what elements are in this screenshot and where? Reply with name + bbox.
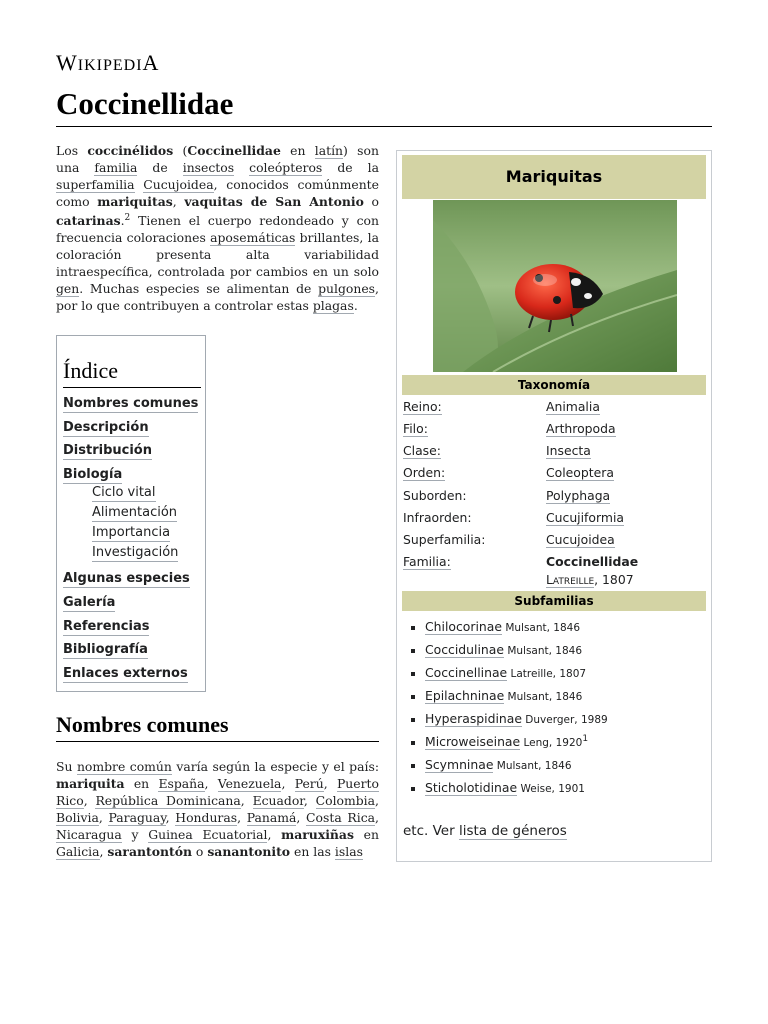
taxobox [396,150,712,862]
section-title-nombres-comunes: Nombres comunes [56,712,229,737]
subfamily-link[interactable]: Hyperaspidinae [425,711,522,726]
list-item: Microweiseinae Leng, 1920$^1$ [403,734,703,757]
link-ecuador[interactable]: Ecuador [252,793,304,808]
ladybug-photo[interactable] [433,200,677,372]
link-islas[interactable]: islas [334,844,363,859]
link-bolivia[interactable]: Bolivia [56,810,99,825]
taxon-value-orden[interactable]: Coleoptera [546,465,614,480]
link-coleopteros[interactable]: coleópteros [249,160,323,175]
taxon-label-orden[interactable]: Orden: [403,465,446,480]
taxonomy-header: Taxonomía [402,375,706,395]
list-item: Epilachninae Mulsant, 1846 [403,688,703,711]
link-gen[interactable]: gen [56,281,80,297]
link-galicia[interactable]: Galicia [56,844,100,859]
taxon-label-suborden: Suborden: [403,488,467,503]
link-familia[interactable]: familia [94,160,138,175]
link-republica-dominicana[interactable]: República Dominicana [95,793,241,808]
table-of-contents [56,335,206,692]
toc-divider [63,387,201,388]
taxon-value-superfamilia[interactable]: Cucujoidea [546,532,615,547]
taxon-value-familia: Coccinellidae [546,554,639,569]
toc-item-enlaces-externos[interactable]: Enlaces externos [63,666,188,681]
link-pulgones[interactable]: pulgones [318,281,376,297]
list-item: Coccidulinae Mulsant, 1846 [403,642,703,665]
subfamily-link[interactable]: Coccinellinae [425,665,508,680]
link-cucujoidea[interactable]: Cucujoidea [143,177,214,192]
link-lista-de-generos[interactable]: lista de géneros [458,823,567,839]
subfamily-link[interactable]: Microweiseinae [425,734,521,750]
authority-link[interactable]: Latreille [546,572,595,587]
genera-note: etc. Ver lista de géneros [403,823,567,839]
title-divider [56,126,712,127]
toc-item-distribucion[interactable]: Distribución [63,443,152,458]
nombres-paragraph: Su nombre común varía según la especie y el país: mariquita en España, Venezuela, Perú, Puerto Rico, República Dominicana, Ecuador, Colombia, Bolivia, Paraguay, Honduras, Panamá, Costa Rica, Nicaragua y Guinea Ecuatorial, maruxiñas en Galicia, sarantontón o sanantonito en las islas [56,759,379,859]
taxon-authority: Latreille, 1807 [546,572,634,587]
taxobox-title: Mariquitas [402,155,706,199]
subfamilies-list [403,619,703,803]
link-puerto-rico[interactable]: Puerto Rico [56,776,379,808]
list-item: Scymninae Mulsant, 1846 [403,757,703,780]
page-title: Coccinellidae [56,86,234,121]
subfamily-link[interactable]: Epilachninae [425,688,505,703]
link-aposematicas[interactable]: aposemáticas [210,230,296,246]
link-venezuela[interactable]: Venezuela [217,776,282,791]
link-insectos[interactable]: insectos [182,160,235,175]
link-plagas[interactable]: plagas [312,298,354,314]
link-costa-rica[interactable]: Costa Rica [306,810,376,825]
toc-item-descripcion[interactable]: Descripción [63,420,149,435]
wikipedia-wordmark[interactable]: WIKIPEDIA [56,50,160,75]
toc-item-bibliografia[interactable]: Bibliografía [63,642,148,657]
toc-item-biologia[interactable]: Biología [63,467,123,482]
link-paraguay[interactable]: Paraguay [108,810,166,825]
taxon-label-superfamilia: Superfamilia: [403,532,486,547]
subfamilies-header: Subfamilias [402,591,706,611]
taxon-label-reino[interactable]: Reino: [403,399,442,414]
taxon-value-clase[interactable]: Insecta [546,443,591,458]
link-espana[interactable]: España [158,776,205,791]
link-panama[interactable]: Panamá [246,810,297,825]
toc-item-referencias[interactable]: Referencias [63,619,150,634]
taxon-label-infraorden: Infraorden: [403,510,472,525]
subfamily-link[interactable]: Sticholotidinae [425,780,518,795]
toc-item-galeria[interactable]: Galería [63,595,116,610]
link-peru[interactable]: Perú [294,776,324,791]
link-guinea-ecuatorial[interactable]: Guinea Ecuatorial [148,827,268,842]
subfamily-link[interactable]: Chilocorinae [425,619,502,634]
link-honduras[interactable]: Honduras [175,810,238,825]
taxon-value-infraorden[interactable]: Cucujiformia [546,510,624,525]
toc-item-nombres-comunes[interactable]: Nombres comunes [63,396,199,411]
link-nicaragua[interactable]: Nicaragua [56,827,122,842]
list-item: Hyperaspidinae Duverger, 1989 [403,711,703,734]
taxon-value-filo[interactable]: Arthropoda [546,421,616,436]
link-nombre-comun[interactable]: nombre común [76,759,172,774]
taxon-label-familia[interactable]: Familia: [403,554,451,569]
reference-1[interactable]: 1 [582,734,589,744]
toc-subitem-alimentacion[interactable]: Alimentación [92,505,178,520]
link-superfamilia[interactable]: superfamilia [56,177,135,192]
list-item: Sticholotidinae Weise, 1901 [403,780,703,803]
intro-paragraph: Los coccinélidos (Coccinellidae en latín) son una familia de insectos coleópteros de la superfamilia Cucujoidea, conocidos comúnmente como mariquitas, vaquitas de San Antonio o catarinas.$^2$ Tienen el cuerpo redondeado y con frecuencia coloraciones aposemáticas brillantes, la coloración presenta alta variabilidad intraespecífica, controlada por cambios en un solo gen. Muchas especies se alimentan de pulgones, por lo que contribuyen a controlar estas plagas. [56,143,379,314]
reference-2[interactable]: 2 [124,213,131,223]
subfamily-link[interactable]: Coccidulinae [425,642,504,657]
taxon-label-clase[interactable]: Clase: [403,443,441,458]
toc-item-algunas-especies[interactable]: Algunas especies [63,571,190,586]
taxon-value-suborden[interactable]: Polyphaga [546,488,611,503]
toc-subitem-investigacion[interactable]: Investigación [92,545,179,560]
taxon-value-reino[interactable]: Animalia [546,399,600,414]
toc-subitem-importancia[interactable]: Importancia [92,525,171,540]
toc-subitem-ciclo-vital[interactable]: Ciclo vital [92,485,156,500]
section-divider [56,741,379,742]
toc-title: Índice [63,358,118,383]
link-colombia[interactable]: Colombia [315,793,376,808]
list-item: Coccinellinae Latreille, 1807 [403,665,703,688]
link-latin[interactable]: latín [314,143,344,158]
taxon-label-filo[interactable]: Filo: [403,421,428,436]
subfamily-link[interactable]: Scymninae [425,757,494,772]
list-item: Chilocorinae Mulsant, 1846 [403,619,703,642]
